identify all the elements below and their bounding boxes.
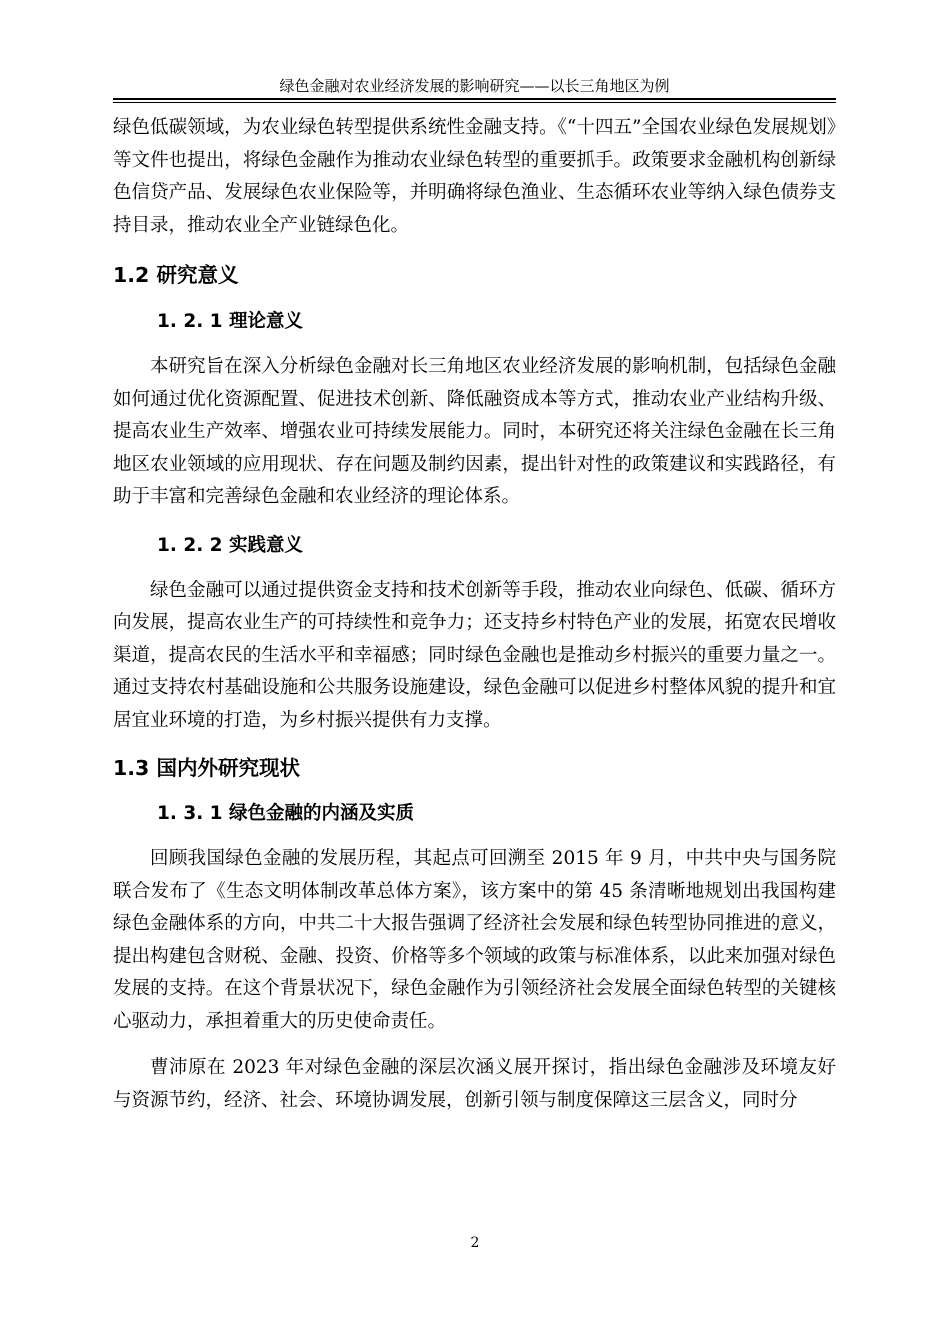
paragraph-practice-significance: 绿色金融可以通过提供资金支持和技术创新等手段，推动农业向绿色、低碳、循环方向发展，提高农业生产的可持续性和竞争力；还支持乡村特色产业的发展，拓宽农民增收渠道，提高农民的生活水平和幸福感；同时绿色金融也是推动乡村振兴的重要力量之一。通过支持农村基础设施和公共服务设施建设，绿色金融可以促进乡村整体风貌的提升和宜居宜业环境的打造，为乡村振兴提供有力支撑。 [113, 579, 836, 731]
paragraph-connotation-cao: 曹沛原在 2023 年对绿色金融的深层次涵义展开探讨，指出绿色金融涉及环境友好与资源节约，经济、社会、环境协调发展，创新引领与制度保障这三层含义，同时分 [113, 1057, 836, 1111]
heading-subsection-1-3-1: 1. 3. 1 绿色金融的内涵及实质 [157, 803, 414, 824]
page-number: 2 [470, 1235, 480, 1251]
header-rule-thick [113, 98, 836, 100]
paragraph-theory-significance: 本研究旨在深入分析绿色金融对长三角地区农业经济发展的影响机制，包括绿色金融如何通过优化资源配置、促进技术创新、降低融资成本等方式，推动农业产业结构升级、提高农业生产效率、增强农业可持续发展能力。同时，本研究还将关注绿色金融在长三角地区农业领域的应用现状、存在问题及制约因素，提出针对性的政策建议和实践路径，有助于丰富和完善绿色金融和农业经济的理论体系。 [113, 356, 836, 507]
paragraph-connotation-history: 回顾我国绿色金融的发展历程，其起点可回溯至 2015 年 9 月，中共中央与国务院联合发布了《生态文明体制改革总体方案》，该方案中的第 45 条清晰地规划出我国构建绿色金融体系的方向，中共二十大报告强调了经济社会发展和绿色转型协同推进的意义，提出构建包含财税、金融、投资、价格等多个领域的政策与标准体系，以此来加强对绿色发展的支持。在这个背景状况下，绿色金融作为引领经济社会发展全面绿色转型的关键核心驱动力，承担着重大的历史使命责任。 [113, 848, 836, 1032]
heading-section-1-3: 1.3 国内外研究现状 [113, 756, 300, 780]
heading-section-1-2: 1.2 研究意义 [113, 263, 239, 287]
paragraph-intro-continuation: 绿色低碳领域，为农业绿色转型提供系统性金融支持。《“十四五”全国农业绿色发展规划》等文件也提出，将绿色金融作为推动农业绿色转型的重要抓手。政策要求金融机构创新绿色信贷产品、发展绿色农业保险等，并明确将绿色渔业、生态循环农业等纳入绿色债券支持目录，推动农业全产业链绿色化。 [113, 117, 836, 236]
heading-subsection-1-2-1: 1. 2. 1 理论意义 [157, 311, 303, 332]
heading-subsection-1-2-2: 1. 2. 2 实践意义 [157, 534, 303, 556]
running-header: 绿色金融对农业经济发展的影响研究——以长三角地区为例 [279, 77, 670, 95]
header-rule-thin [113, 102, 836, 103]
page-body [113, 112, 836, 1117]
